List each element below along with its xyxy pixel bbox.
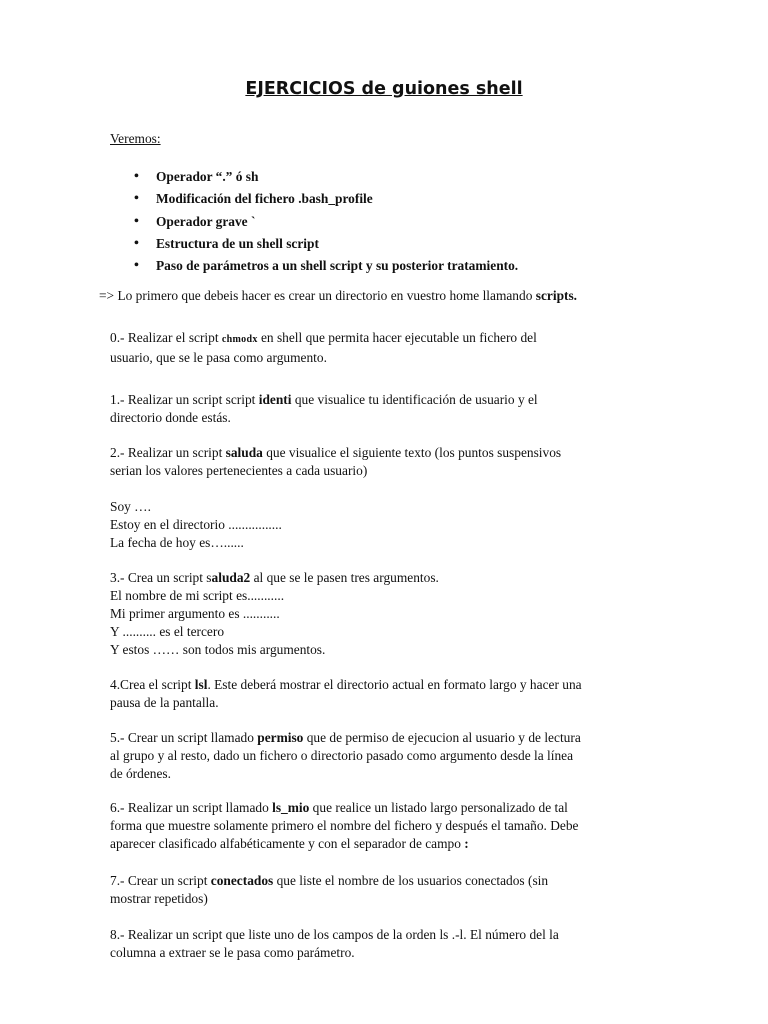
list-item: • Operador grave ` <box>134 213 518 231</box>
script-name-lsl: lsl <box>194 677 208 692</box>
exercise-7 <box>110 872 658 908</box>
exercise-3-sample-1: El nombre de mi script es........... <box>110 588 285 603</box>
exercise-8-line-2: columna a extraer se le pasa como parámetro. <box>110 945 355 960</box>
script-name-chmodx: chmodx <box>221 334 258 345</box>
intro-bold-word: scripts. <box>535 288 578 303</box>
exercise-5 <box>110 729 658 783</box>
exercise-3-sample-2: Mi primer argumento es ........... <box>110 606 280 621</box>
exercise-2-sample-2: Estoy en el directorio ................ <box>110 517 282 532</box>
exercise-2-line-2: serian los valores pertenecientes a cada usuario) <box>110 463 368 478</box>
exercise-6-line-3 <box>110 835 658 853</box>
exercise-text: al que se le pasen tres argumentos. <box>250 570 439 585</box>
exercise-2 <box>110 444 658 552</box>
field-separator: : <box>464 836 469 851</box>
exercise-2-sample-1: Soy …. <box>110 499 151 514</box>
exercise-1-line-2: directorio donde estás. <box>110 410 231 425</box>
exercise-text: que visualice el siguiente texto (los puntos suspensivos <box>262 445 562 460</box>
script-name-ls-mio: ls_mio <box>272 800 310 815</box>
exercise-0-line-1 <box>110 329 658 349</box>
exercise-text: 7.- Crear un script <box>110 873 211 888</box>
exercise-text: 2.- Realizar un script <box>110 445 226 460</box>
intro-instruction <box>99 287 577 305</box>
script-name-saluda2: aluda2 <box>211 570 251 585</box>
script-name-saluda: saluda <box>225 445 263 460</box>
exercise-text: que visualice tu identificación de usuario y el <box>291 392 538 407</box>
exercise-text: 3.- Crea un script s <box>110 570 212 585</box>
script-name-identi: identi <box>258 392 292 407</box>
list-item: • Modificación del fichero .bash_profile <box>134 190 518 208</box>
exercise-text: que de permiso de ejecucion al usuario y de lectura <box>303 730 581 745</box>
exercise-7-line-1 <box>110 872 658 890</box>
exercise-8 <box>110 926 658 962</box>
exercise-2-line-1 <box>110 444 658 462</box>
exercise-1 <box>110 391 658 427</box>
exercise-3-sample-4: Y estos …… son todos mis argumentos. <box>110 642 326 657</box>
exercise-text: en shell que permita hacer ejecutable un fichero del <box>257 330 537 345</box>
intro-text: => Lo primero que debeis hacer es crear un directorio en vuestro home llamando <box>99 288 536 303</box>
exercise-6 <box>110 799 658 853</box>
exercise-5-line-1 <box>110 729 658 747</box>
exercise-4-line-2: pausa de la pantalla. <box>110 695 219 710</box>
list-item: • Operador “.” ó sh <box>134 168 518 186</box>
exercise-3 <box>110 569 658 659</box>
exercise-5-line-3: de órdenes. <box>110 766 171 781</box>
exercise-text: 6.- Realizar un script llamado <box>110 800 273 815</box>
exercise-8-line-1: 8.- Realizar un script que liste uno de los campos de la orden ls .-l. El número del la <box>110 927 559 942</box>
exercise-text: 4.Crea el script <box>110 677 195 692</box>
exercise-text: que realice un listado largo personalizado de tal <box>309 800 568 815</box>
exercise-3-line-1 <box>110 569 658 587</box>
exercise-4 <box>110 676 658 712</box>
exercise-text: 5.- Crear un script llamado <box>110 730 258 745</box>
exercise-text: 1.- Realizar un script script <box>110 392 259 407</box>
topics-list <box>134 168 518 279</box>
list-item: • Estructura de un shell script <box>134 235 518 253</box>
list-item: • Paso de parámetros a un shell script y su posterior tratamiento. <box>134 257 518 275</box>
exercise-text: que liste el nombre de los usuarios conectados (sin <box>273 873 549 888</box>
veremos-heading: Veremos: <box>110 131 161 146</box>
exercise-0 <box>110 329 658 367</box>
exercise-text: aparecer clasificado alfabéticamente y con el separador de campo <box>110 836 465 851</box>
exercise-5-line-2: al grupo y al resto, dado un fichero o directorio pasado como argumento desde la línea <box>110 748 574 763</box>
exercise-4-line-1 <box>110 676 658 694</box>
exercise-7-line-2: mostrar repetidos) <box>110 891 208 906</box>
exercise-6-line-2: forma que muestre solamente primero el nombre del fichero y después el tamaño. Debe <box>110 818 579 833</box>
exercise-2-sample-3: La fecha de hoy es…...... <box>110 535 244 550</box>
document-title: EJERCICIOS de guiones shell <box>245 79 523 99</box>
exercise-0-line-2: usuario, que se le pasa como argumento. <box>110 350 327 365</box>
script-name-permiso: permiso <box>257 730 304 745</box>
exercise-text: . Este deberá mostrar el directorio actual en formato largo y hacer una <box>207 677 582 692</box>
exercise-6-line-1 <box>110 799 658 817</box>
exercise-1-line-1 <box>110 391 658 409</box>
exercise-text: 0.- Realizar el script <box>110 330 222 345</box>
script-name-conectados: conectados <box>210 873 274 888</box>
exercise-3-sample-3: Y .......... es el tercero <box>110 624 225 639</box>
